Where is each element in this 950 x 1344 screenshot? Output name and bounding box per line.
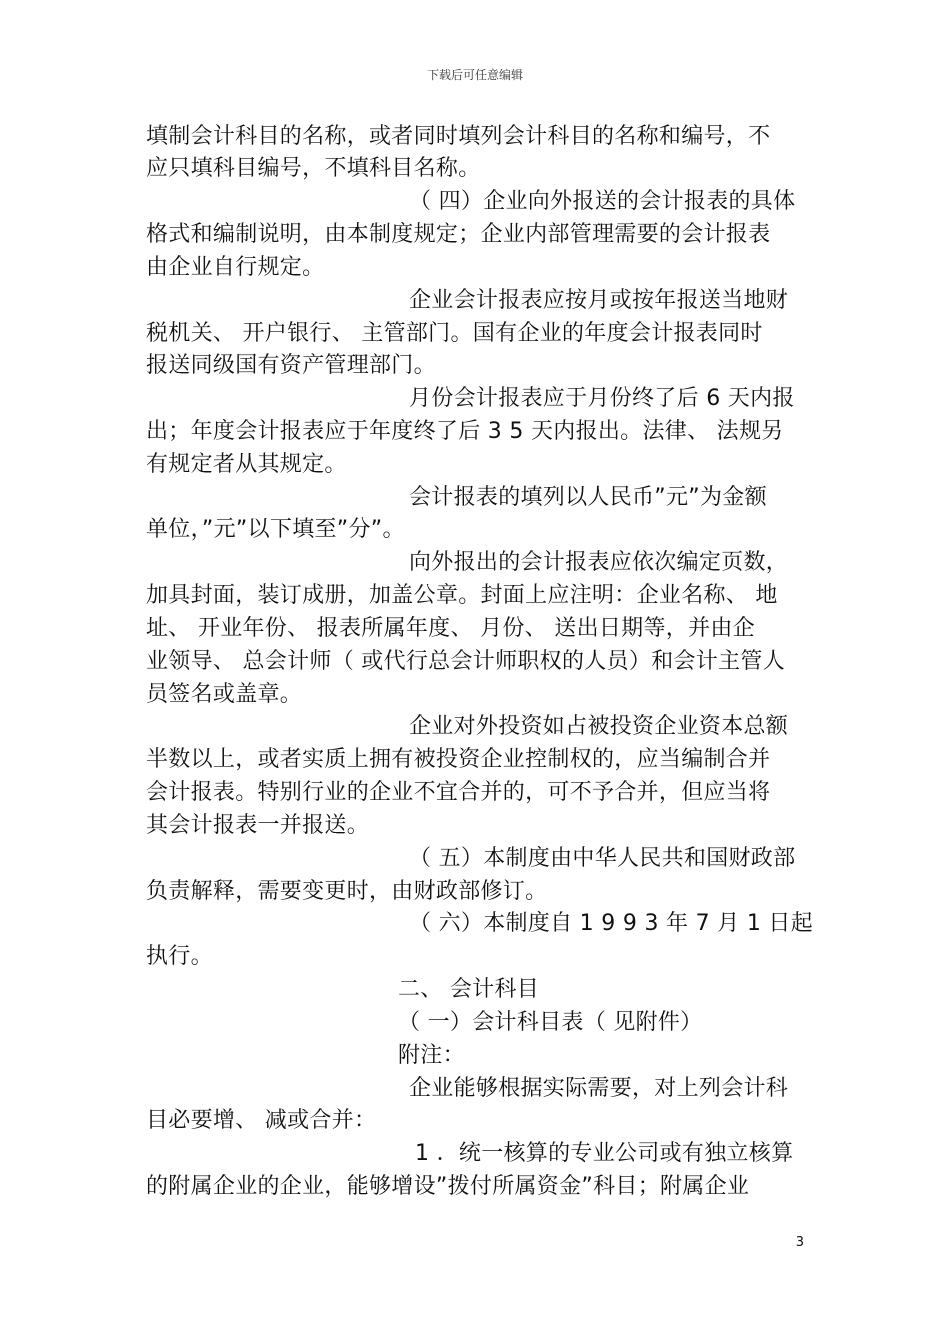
body-line: 目必要增、 减或合并： bbox=[146, 1108, 377, 1133]
body-line: 其会计报表一并报送。 bbox=[146, 813, 370, 838]
body-line: 单位，”元”以下填至”分”。 bbox=[146, 517, 405, 542]
body-line: 执行。 bbox=[146, 944, 213, 969]
section-heading: 二、 会计科目 bbox=[398, 977, 540, 1002]
body-line: 会计报表的填列以人民币”元”为金额 bbox=[409, 485, 767, 510]
body-line: 由企业自行规定。 bbox=[146, 255, 325, 280]
body-line: （ 五）本制度由中华人民共和国财政部 bbox=[409, 846, 796, 871]
body-line: （ 六）本制度自 1 9 9 3 年 7 月 1 日起 bbox=[409, 911, 814, 936]
body-line: 业领导、 总会计师（ 或代行总会计师职权的人员）和会计主管人 bbox=[146, 649, 785, 674]
body-line: 有规定者从其规定。 bbox=[146, 452, 347, 477]
body-line: （ 四）企业向外报送的会计报表的具体 bbox=[409, 189, 796, 214]
body-line: 填制会计科目的名称，或者同时填列会计科目的名称和编号，不 bbox=[146, 124, 771, 149]
body-line: 格式和编制说明，由本制度规定；企业内部管理需要的会计报表 bbox=[146, 222, 771, 247]
body-line: 负责解释，需要变更时，由财政部修订。 bbox=[146, 879, 548, 904]
note-label: 附注： bbox=[398, 1043, 465, 1068]
body-line: 加具封面，装订成册，加盖公章。封面上应注明：企业名称、 地 bbox=[146, 583, 778, 608]
body-line: 址、 开业年份、 报表所属年度、 月份、 送出日期等，并由企 bbox=[146, 616, 755, 641]
body-line: 企业能够根据实际需要，对上列会计科 bbox=[409, 1076, 789, 1101]
body-line: 会计报表。特别行业的企业不宜合并的，可不予合并，但应当将 bbox=[146, 780, 771, 805]
body-line: 月份会计报表应于月份终了后 6 天内报 bbox=[409, 386, 795, 411]
body-line: 1 ．统一核算的专业公司或有独立核算 bbox=[415, 1141, 794, 1166]
page-header: 下载后可任意编辑 bbox=[426, 68, 523, 82]
body-line: 向外报出的会计报表应依次编定页数， bbox=[409, 550, 789, 575]
body-line: 企业会计报表应按月或按年报送当地财 bbox=[409, 288, 789, 313]
body-line: 企业对外投资如占被投资企业资本总额 bbox=[409, 714, 789, 739]
subsection-heading: （ 一）会计科目表（ 见附件） bbox=[398, 1010, 703, 1035]
body-line: 应只填科目编号，不填科目名称。 bbox=[146, 156, 481, 181]
body-line: 税机关、 开户银行、 主管部门。国有企业的年度会计报表同时 bbox=[146, 321, 763, 346]
body-line: 的附属企业的企业，能够增设”拨付所属资金”科目；附属企业 bbox=[146, 1174, 750, 1199]
body-line: 半数以上，或者实质上拥有被投资企业控制权的，应当编制合并 bbox=[146, 747, 771, 772]
body-line: 员签名或盖章。 bbox=[146, 682, 303, 707]
page-number: 3 bbox=[795, 1235, 804, 1250]
body-line: 报送同级国有资产管理部门。 bbox=[146, 353, 436, 378]
body-line: 出；年度会计报表应于年度终了后 3 5 天内报出。法律、 法规另 bbox=[146, 419, 784, 444]
